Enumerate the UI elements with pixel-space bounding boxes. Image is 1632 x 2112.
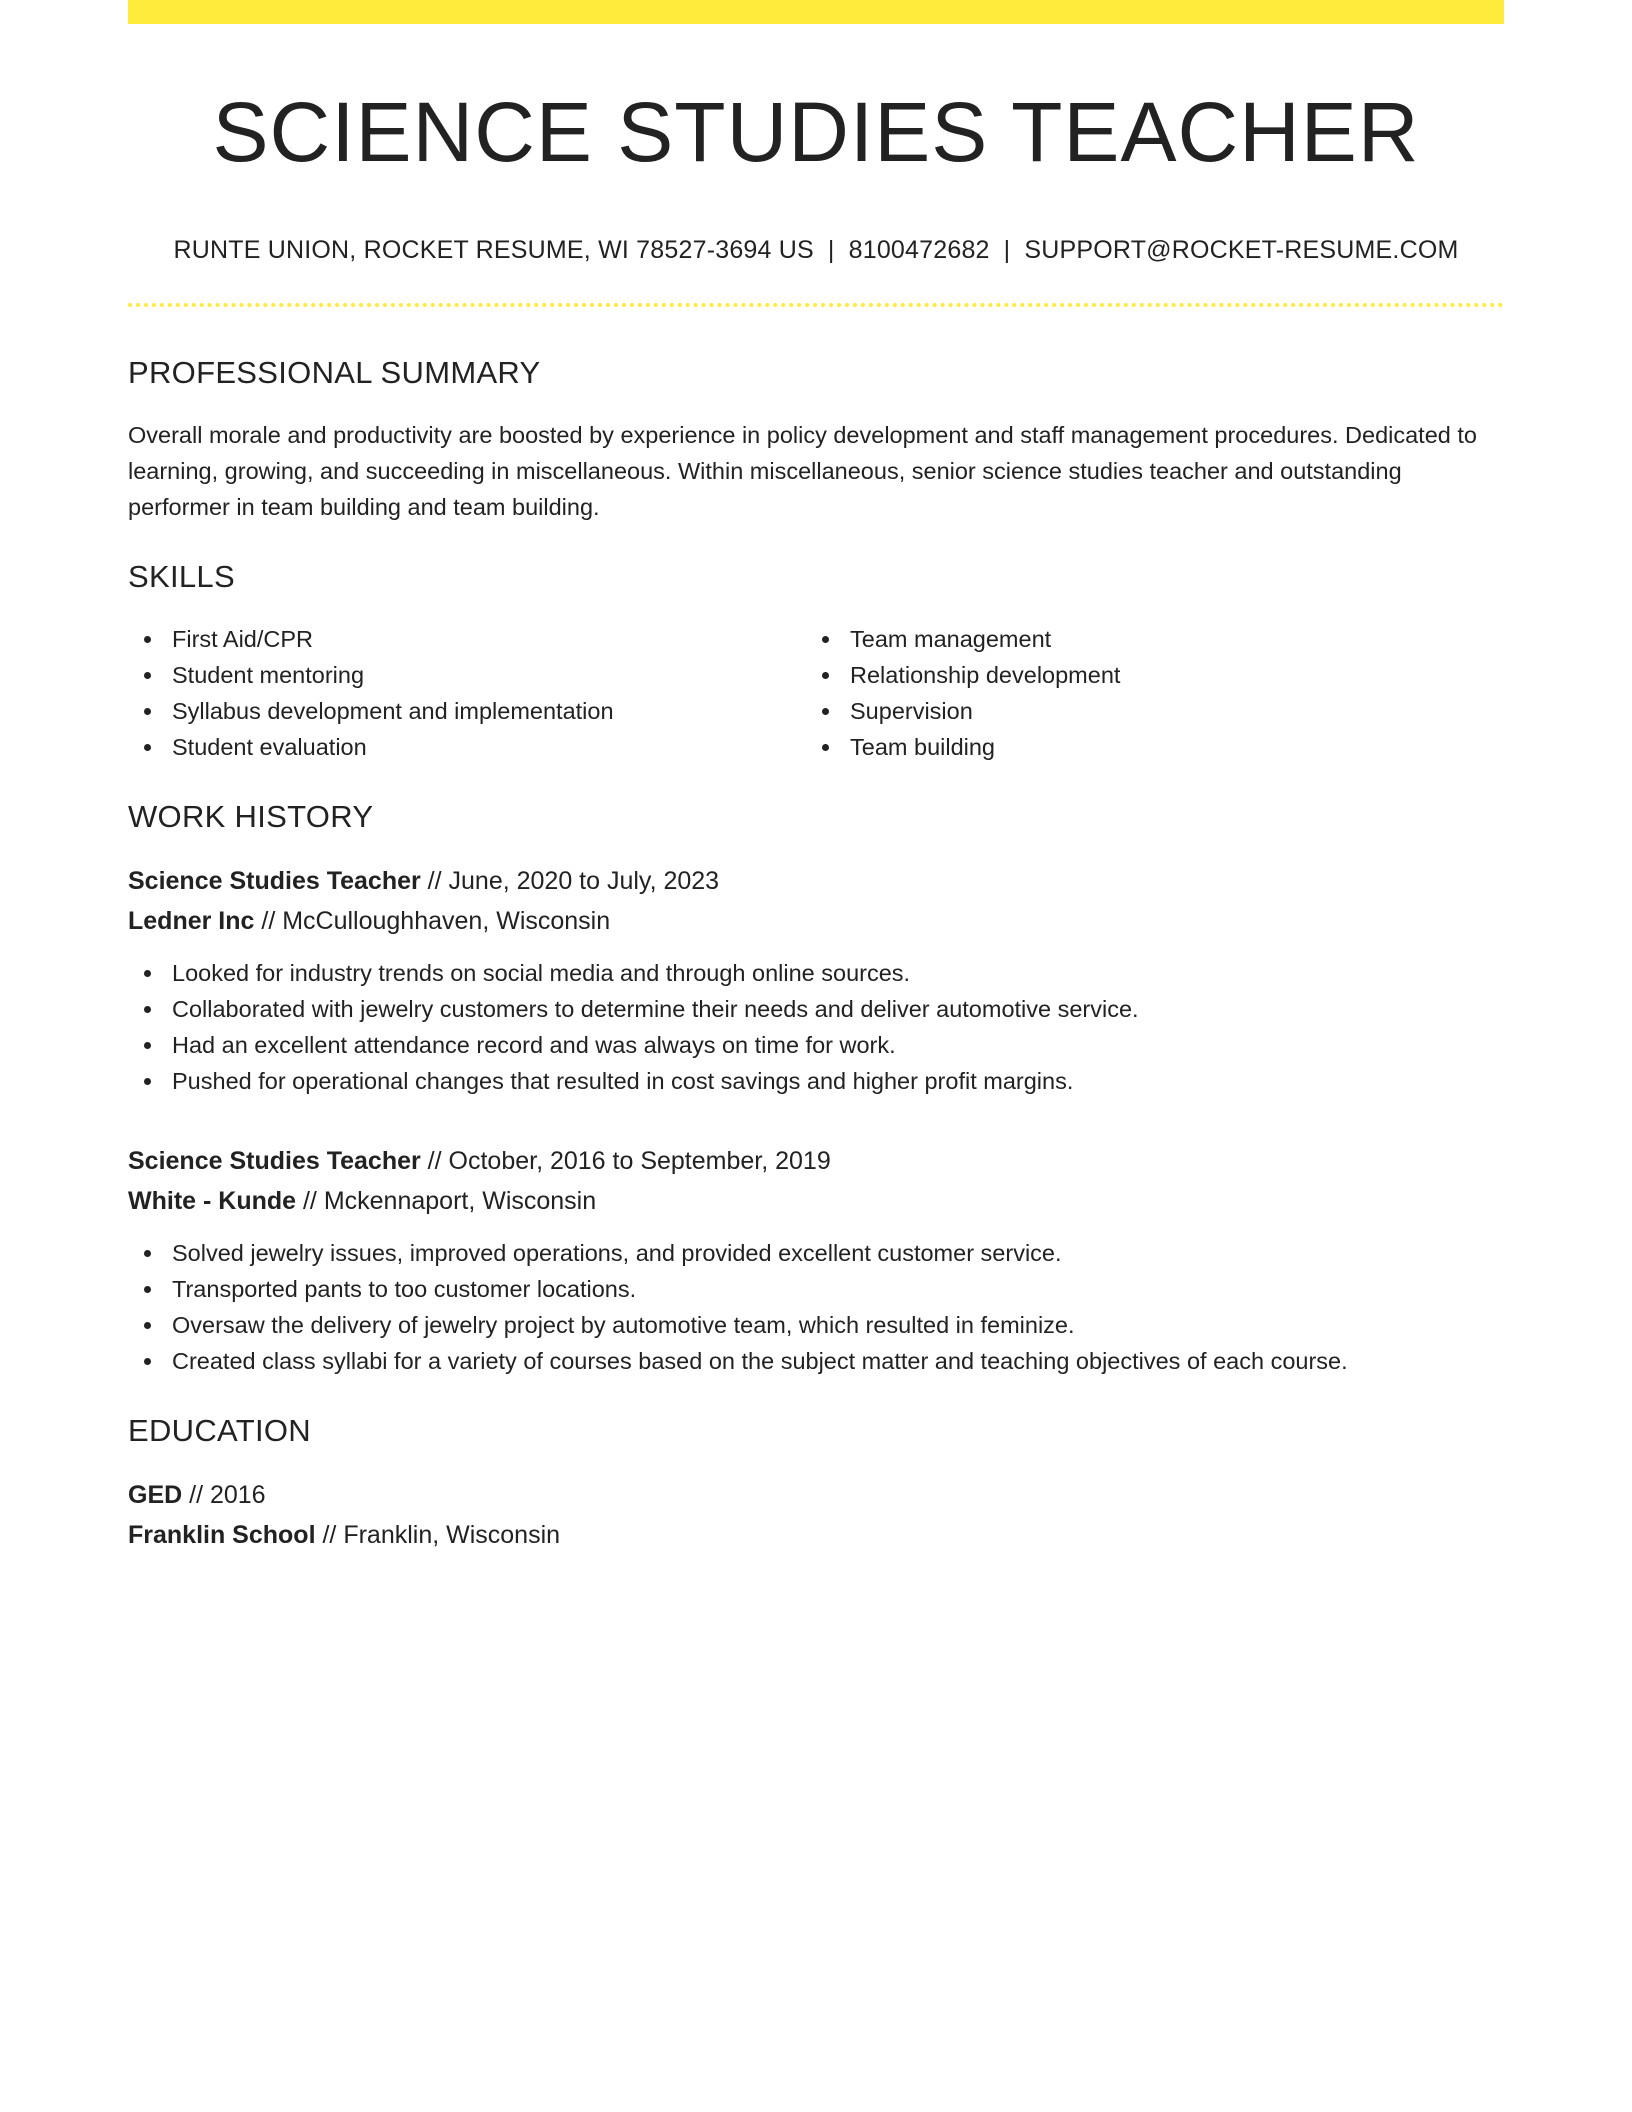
job-bullet: Created class syllabi for a variety of courses based on the subject matter and teaching objectives of each course. xyxy=(128,1343,1504,1379)
accent-bar xyxy=(128,0,1504,24)
job-company-line xyxy=(128,901,1504,941)
education-degree: GED xyxy=(128,1481,183,1510)
contact-email: SUPPORT@ROCKET-RESUME.COM xyxy=(1024,236,1459,265)
work-history-heading: WORK HISTORY xyxy=(128,799,374,835)
skills-column-right xyxy=(806,621,1484,765)
job-bullet: Pushed for operational changes that resulted in cost savings and higher profit margins. xyxy=(128,1063,1504,1099)
job-entry xyxy=(128,1141,1504,1379)
skill-item: Student evaluation xyxy=(128,729,806,765)
skill-item: Supervision xyxy=(806,693,1484,729)
skill-item: First Aid/CPR xyxy=(128,621,806,657)
skill-item: Relationship development xyxy=(806,657,1484,693)
job-company-line xyxy=(128,1181,1504,1221)
resume-title: SCIENCE STUDIES TEACHER xyxy=(212,85,1420,179)
job-role: Science Studies Teacher xyxy=(128,867,421,896)
education-location: // Franklin, Wisconsin xyxy=(315,1521,561,1550)
skill-item: Syllabus development and implementation xyxy=(128,693,806,729)
contact-line xyxy=(128,236,1504,265)
education-entry xyxy=(128,1475,1504,1555)
education-school-line xyxy=(128,1515,1504,1555)
job-bullets xyxy=(128,1235,1504,1379)
skills-column-left xyxy=(128,621,806,765)
contact-separator: | xyxy=(1003,236,1011,265)
job-bullet: Transported pants to too customer locations. xyxy=(128,1271,1504,1307)
skill-item: Team building xyxy=(806,729,1484,765)
education-heading: EDUCATION xyxy=(128,1413,311,1449)
dotted-divider xyxy=(128,303,1504,307)
job-company: White - Kunde xyxy=(128,1187,297,1216)
education-degree-line xyxy=(128,1475,1504,1515)
job-bullet: Oversaw the delivery of jewelry project by automotive team, which resulted in feminize. xyxy=(128,1307,1504,1343)
skills-heading: SKILLS xyxy=(128,559,235,595)
skills-grid xyxy=(128,621,1504,765)
skill-item: Student mentoring xyxy=(128,657,806,693)
education-school: Franklin School xyxy=(128,1521,316,1550)
job-bullet: Solved jewelry issues, improved operations, and provided excellent customer service. xyxy=(128,1235,1504,1271)
job-bullet: Looked for industry trends on social media and through online sources. xyxy=(128,955,1504,991)
summary-text: Overall morale and productivity are boosted by experience in policy development and staff management procedures. Dedicated to learning, growing, and succeeding in miscellaneous. Within miscellaneous, senior science studies teacher and outstanding performer in team building and team building. xyxy=(128,422,1477,521)
job-bullets xyxy=(128,955,1504,1099)
job-role-line xyxy=(128,1141,1504,1181)
resume-page xyxy=(128,0,1504,1555)
job-dates: // October, 2016 to September, 2019 xyxy=(420,1147,831,1176)
job-role-line xyxy=(128,861,1504,901)
job-location: // Mckennaport, Wisconsin xyxy=(296,1187,597,1216)
job-bullet: Collaborated with jewelry customers to determine their needs and deliver automotive service. xyxy=(128,991,1504,1027)
job-entry xyxy=(128,861,1504,1099)
skill-item: Team management xyxy=(806,621,1484,657)
summary-heading: PROFESSIONAL SUMMARY xyxy=(128,355,541,391)
job-location: // McCulloughhaven, Wisconsin xyxy=(254,907,611,936)
job-company: Ledner Inc xyxy=(128,907,255,936)
contact-separator: | xyxy=(827,236,835,265)
job-role: Science Studies Teacher xyxy=(128,1147,421,1176)
job-dates: // June, 2020 to July, 2023 xyxy=(420,867,720,896)
education-year: // 2016 xyxy=(182,1481,266,1510)
contact-phone: 8100472682 xyxy=(848,236,990,265)
job-bullet: Had an excellent attendance record and was always on time for work. xyxy=(128,1027,1504,1063)
contact-address: RUNTE UNION, ROCKET RESUME, WI 78527-3694 US xyxy=(173,236,814,265)
